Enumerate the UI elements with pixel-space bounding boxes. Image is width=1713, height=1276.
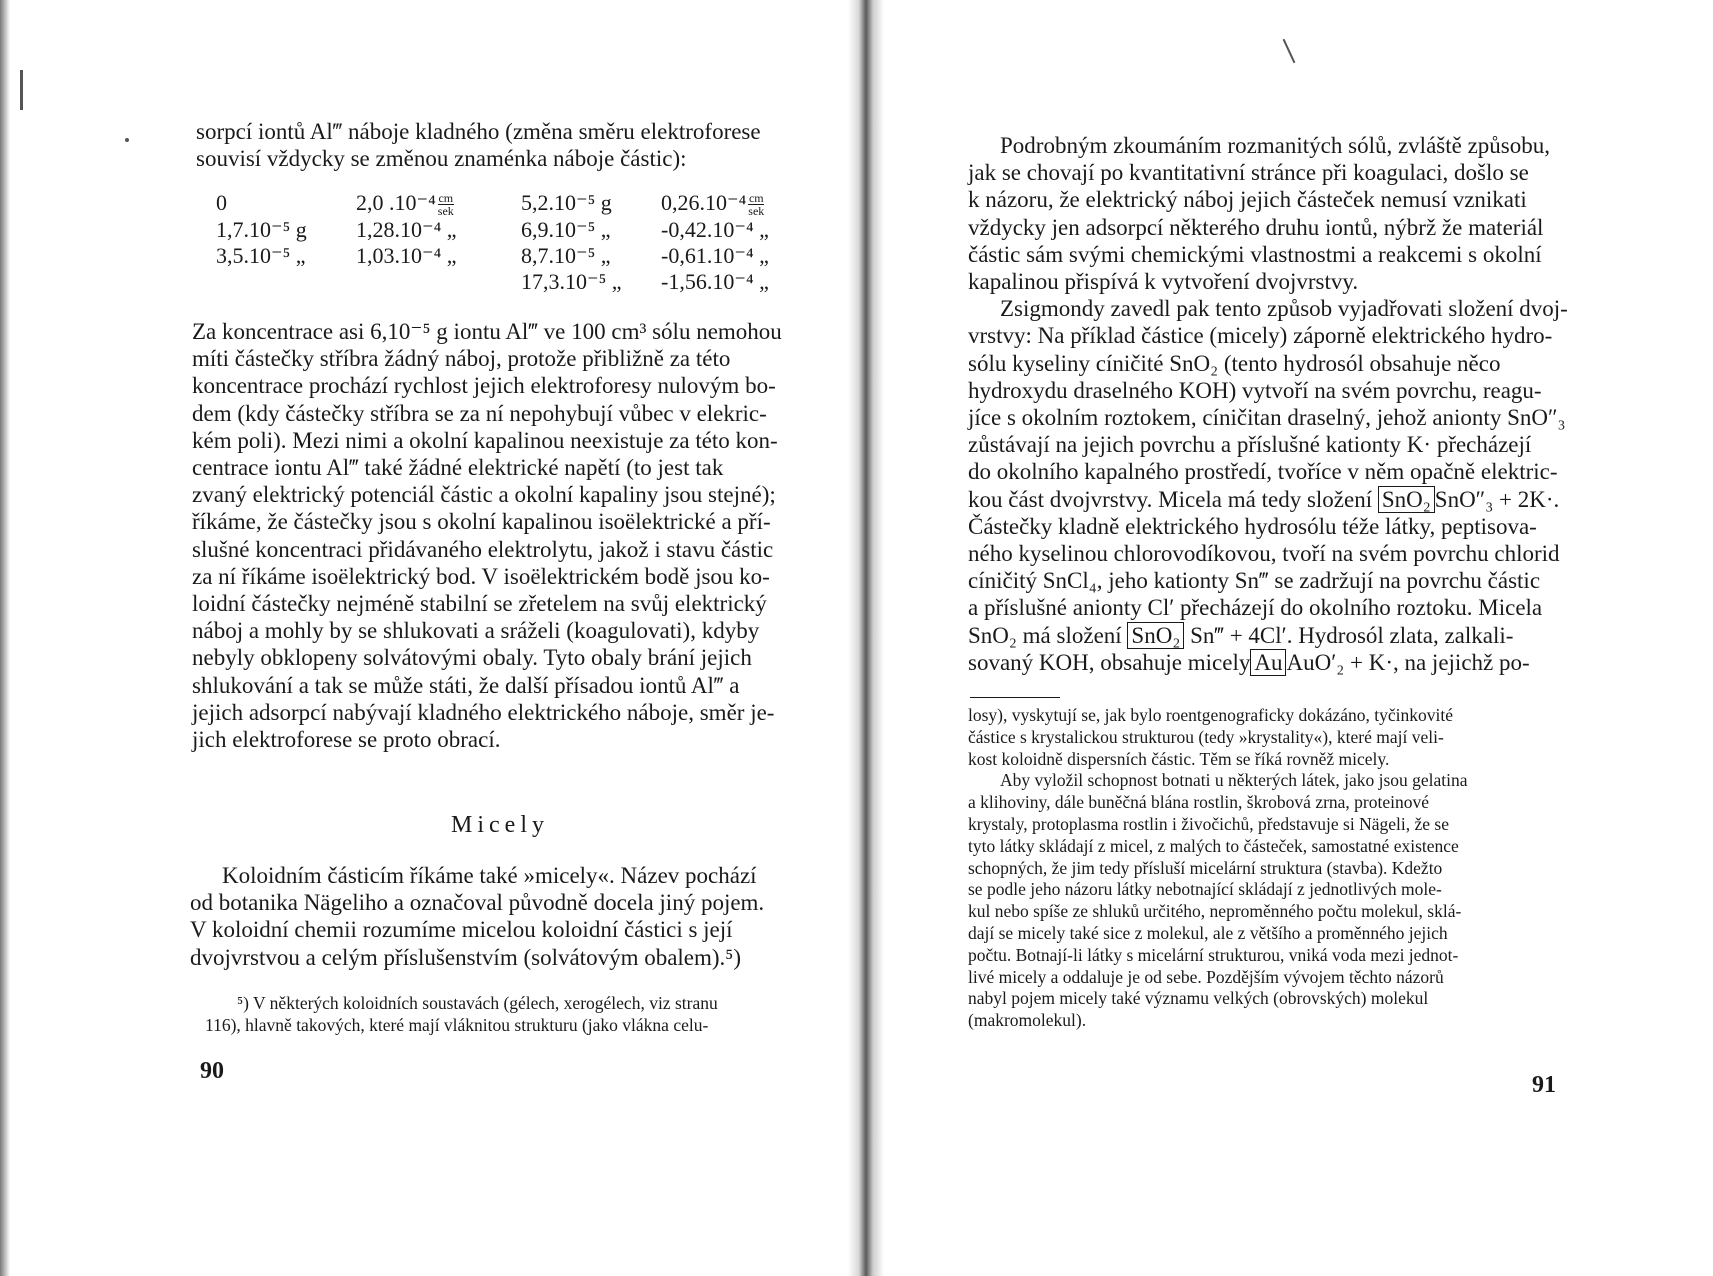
text-line: od botanika Nägeliho a označoval původně docela jiný pojem. (190, 890, 765, 916)
text-line: koncentrace prochází rychlost jejich elektroforesy nulovým bo- (192, 373, 776, 399)
footnote-line: kul nebo spíše ze shluků určitého, neproměnného počtu molekul, sklá- (968, 901, 1462, 922)
paragraph-micely (190, 862, 796, 971)
text-line: jak se chovají po kvantitativní stránce při koagulaci, došlo se (968, 160, 1529, 186)
table-cell: 1,7.10⁻⁵ g (216, 217, 307, 243)
footnote-line: losy), vyskytují se, jak bylo roentgenograficky dokázáno, tyčinkovité (968, 705, 1454, 725)
formula-line: kou část dvojvrstvy. Micela má tedy složení SnO₂ SnO″₃ + 2K·. (968, 486, 1560, 512)
table-cell (216, 269, 356, 295)
scan-dot (125, 138, 129, 142)
text-line: centrace iontu Al‴ také žádné elektrické napětí (to jest tak (192, 455, 724, 481)
text-line: za ní říkáme isoëlektrický bod. V isoëlektrickém bodě jsou ko- (192, 563, 770, 589)
table-cell: 8,7.10⁻⁵ „ (521, 243, 611, 269)
table-cell: -1,56.10⁻⁴ „ (661, 269, 769, 295)
text-line: ného kyselinou chlorovodíkovou, tvoří na svém povrchu chlorid (968, 541, 1560, 567)
intro-line: sorpcí iontů Al‴ náboje kladného (změna směru elektroforese (196, 119, 761, 144)
text-line: zůstávají na jejich povrchu a příslušné kationty K· přecházejí (968, 432, 1532, 458)
footnote-continued (968, 705, 1573, 1032)
table-cell: 1,03.10⁻⁴ „ (356, 243, 457, 269)
electrophoresis-table (216, 190, 821, 295)
footnote-line: ⁵) V některých koloidních soustavách (gélech, xerogélech, viz stranu (237, 993, 718, 1013)
text-line: dvojvrstvou a celým příslušenstvím (solvátovým obalem).⁵) (190, 944, 741, 970)
text-line: náboj a mohly by se shlukovati a sráželi (koagulovati), kdyby (192, 618, 760, 644)
unit-fraction: $\frac{cm}{\text{sek}}$ (437, 191, 454, 219)
intro-text (196, 118, 796, 172)
text-line: Koloidním částicím říkáme také »micely«. Název pochází (222, 863, 757, 888)
text-line: Zsigmondy zavedl pak tento způsob vyjadřovati složení dvoj- (1000, 296, 1568, 322)
text-line: a příslušné anionty Cl′ přecházejí do okolního roztoku. Micela (968, 595, 1543, 621)
table-cell: 17,3.10⁻⁵ „ (521, 269, 622, 295)
footnote-line: krystaly, protoplasma rostlin i živočichů, představuje si Nägeli, že se (968, 813, 1449, 834)
text-line: V koloidní chemii rozumíme micelou koloidní částici s její (190, 917, 733, 943)
table-cell: 0,26.10⁻⁴ $\frac{cm}{\text{sek}}$ (661, 190, 765, 219)
formula-line: sovaný KOH, obsahuje micely Au AuO′₂ + K·, na jejichž po- (968, 649, 1530, 675)
table-row (216, 269, 821, 295)
right-page (878, 0, 1713, 1276)
text-line: zvaný elektrický potenciál částic a okolní kapaliny jsou stejné); (192, 482, 776, 508)
formula-line: SnO₂ má složení SnO₂ Sn‴ + 4Cl′. Hydrosól zlata, zalkali- (968, 622, 1514, 648)
text-line: říkáme, že částečky jsou s okolní kapalinou isoëlektrické a pří- (192, 509, 771, 535)
footnote-line: částice s krystalickou strukturou (tedy »krystality«), které mají veli- (968, 726, 1444, 747)
text-line: loidní částečky nejméně stabilní se zřetelem na svůj elektrický (192, 591, 767, 617)
footnote-line: se podle jeho názoru látky nebotnající skládají z jednotlivých mole- (968, 879, 1442, 900)
table-row (216, 190, 821, 217)
table-row (216, 243, 821, 269)
text-line: kém poli). Mezi nimi a okolní kapalinou neexistuje za této kon- (192, 427, 778, 453)
footnote-line: tyto látky skládají z micel, z malých to částeček, samostatné existence (968, 835, 1459, 856)
footnote-line: počtu. Botnají-li látky s micelární strukturou, vniká voda mezi jednot- (968, 944, 1459, 965)
text-line: dem (kdy částečky stříbra se za ní nepohybují vůbec v elekric- (192, 400, 767, 426)
text-line: do okolního kapalného prostředí, tvoříce v něm opačně elektric- (968, 459, 1558, 485)
footnote-line: kost koloidně dispersních částic. Těm se říká rovněž micely. (968, 748, 1390, 769)
text-line: jejich adsorpcí nabývají kladného elektrického náboje, směr je- (192, 699, 775, 725)
table-cell (356, 269, 521, 295)
text-line: jich elektroforese se proto obrací. (192, 727, 501, 753)
scan-mark (20, 70, 23, 110)
unit-fraction: $\frac{cm}{\text{sek}}$ (748, 191, 765, 219)
text-line: vždycky jen adsorpcí některého druhu iontů, nýbrž že materiál (968, 214, 1544, 240)
table-cell: 2,0 .10⁻⁴ $\frac{cm}{\text{sek}}$ (356, 190, 454, 219)
footnote-line: Aby vyložil schopnost botnati u některých látek, jako jsou gelatina (1000, 770, 1468, 791)
scan-mark (1283, 39, 1296, 63)
table-row (216, 217, 821, 243)
footnote-5 (205, 993, 795, 1037)
footnote-line: dají se micely také sice z molekul, ale z většího a proměnného jejich (968, 922, 1448, 943)
text-line: shlukování a tak se může státi, že další přísadou iontů Al‴ a (192, 672, 740, 698)
page-number: 91 (1532, 1072, 1556, 1098)
footnote-line: livé micely a oddaluje je od sebe. Pozdějším vývojem těchto názorů (968, 966, 1444, 987)
table-cell: -0,61.10⁻⁴ „ (661, 243, 769, 269)
paragraph-isoelectric (192, 318, 796, 753)
text-line: kapalinou přispívá k vytvoření dvojvrstvy. (968, 269, 1359, 295)
table-cell: 5,2.10⁻⁵ g (521, 190, 612, 215)
table-cell: 6,9.10⁻⁵ „ (521, 217, 611, 243)
table-cell: 1,28.10⁻⁴ „ (356, 217, 457, 243)
text-line: sólu kyseliny cíničité SnO₂ (tento hydrosól obsahuje něco (968, 350, 1501, 376)
text-line: k názoru, že elektrický náboj jejich částeček nemusí vznikati (968, 187, 1527, 213)
table-cell: -0,42.10⁻⁴ „ (661, 217, 769, 243)
text-line: vrstvy: Na příklad částice (micely) záporně elektrického hydro- (968, 323, 1553, 349)
paragraph-double-layer (968, 132, 1573, 676)
micelle-core-box: Au (1250, 649, 1286, 676)
text-line: míti částečky stříbra žádný náboj, protože přibližně za této (192, 346, 731, 372)
text-line: částic sám svými chemickými vlastnostmi a reakcemi s okolní (968, 241, 1542, 267)
intro-line: souvisí vždycky se změnou znaménka náboje částic): (196, 146, 687, 172)
text-line: jíce s okolním roztokem, cíničitan draselný, jehož anionty SnO″₃ (968, 405, 1566, 431)
footnote-line: 116), hlavně takových, které mají vláknitou strukturu (jako vlákna celu- (205, 1014, 709, 1035)
micelle-core-box: SnO₂ (1378, 486, 1435, 513)
table-cell: 3,5.10⁻⁵ „ (216, 243, 306, 269)
footnote-rule (970, 697, 1060, 698)
footnote-line: nabyl pojem micely také významu velkých (obrovských) molekul (968, 988, 1429, 1009)
footnote-line: schopných, že jim tedy přísluší micelární struktura (stavba). Kdežto (968, 857, 1443, 878)
text-line: hydroxydu draselného KOH) vytvoří na svém povrchu, reagu- (968, 377, 1542, 403)
micelle-core-box: SnO₂ (1127, 622, 1184, 649)
text-line: slušné koncentraci přidávaného elektrolytu, jakož i stavu částic (192, 536, 774, 562)
text-line: Za koncentrace asi 6,10⁻⁵ g iontu Al‴ ve 100 cm³ sólu nemohou (192, 319, 782, 344)
text-line: Podrobným zkoumáním rozmanitých sólů, zvláště způsobu, (1000, 133, 1550, 158)
table-cell: 0 (216, 190, 227, 215)
section-heading: Micely (451, 812, 549, 838)
footnote-line: (makromolekul). (968, 1010, 1087, 1031)
text-line: cíničitý SnCl₄, jeho kationty Sn‴ se zadržují na povrchu částic (968, 568, 1541, 594)
footnote-line: a klihoviny, dále buněčná blána rostlin, škrobová zrna, proteinové (968, 792, 1430, 813)
text-line: Částečky kladně elektrického hydrosólu téže látky, peptisova- (968, 513, 1537, 539)
text-line: nebyly obklopeny solvátovými obaly. Tyto obaly brání jejich (192, 645, 752, 671)
page-number: 90 (200, 1058, 224, 1084)
